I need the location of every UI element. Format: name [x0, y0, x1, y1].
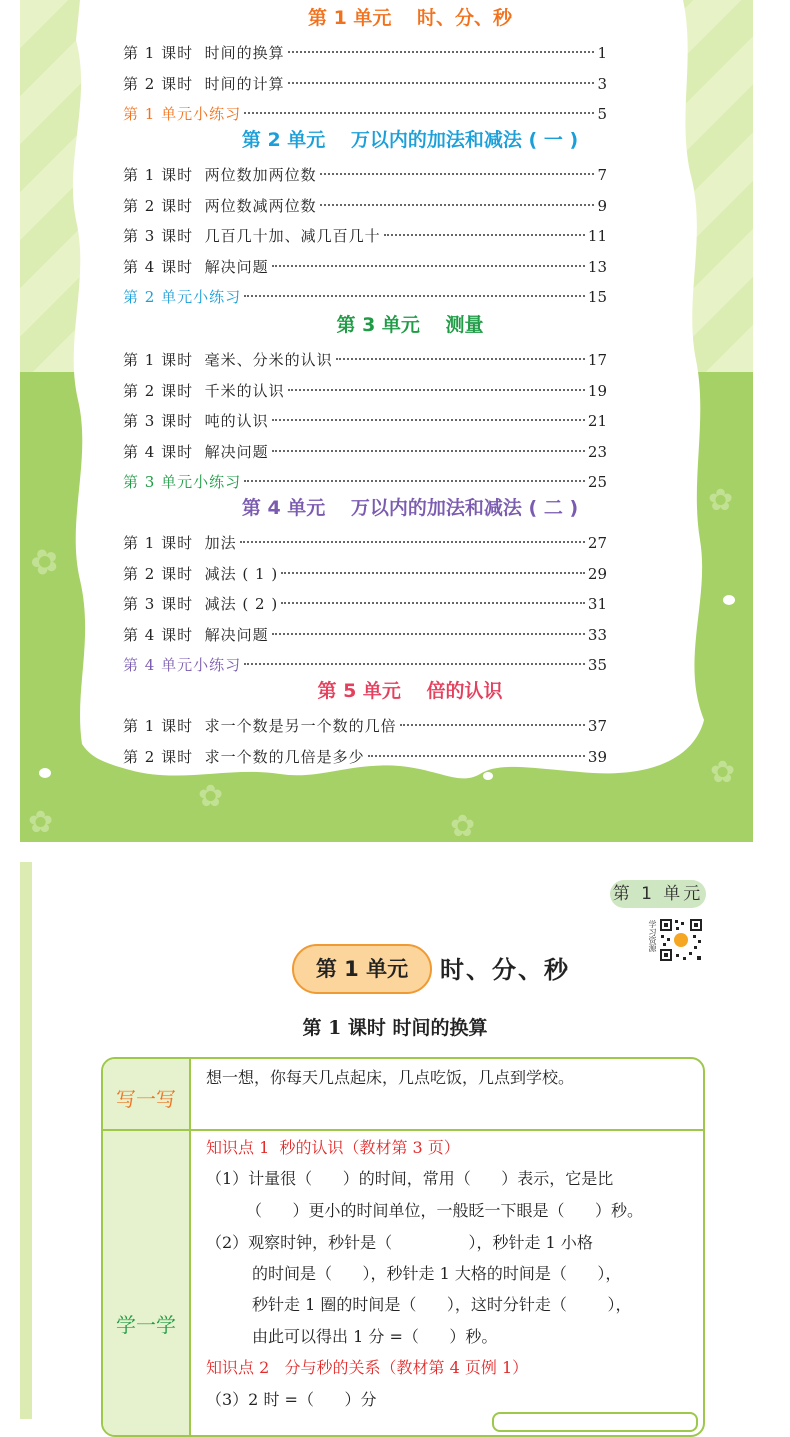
- hint-box: [492, 1412, 698, 1432]
- toc-page-number: 17: [587, 351, 607, 369]
- toc-entry-label: 第 1 课时 两位数加两位数: [123, 166, 317, 184]
- toc-entry-label: 第 1 课时 毫米、分米的认识: [123, 351, 333, 369]
- toc-leader-dots: [336, 358, 585, 360]
- toc-entry[interactable]: [123, 563, 607, 585]
- toc-entry[interactable]: [123, 654, 607, 676]
- write-prompt: 想一想，你每天几点起床，几点吃饭，几点到学校。: [206, 1068, 575, 1087]
- toc-unit-heading: 第 3 单元 测量: [336, 314, 484, 336]
- toc-page-number: 1: [597, 44, 607, 62]
- toc-entry-label: 第 1 课时 加法: [123, 534, 237, 552]
- toc-unit-heading: 第 4 单元 万以内的加法和减法 ( 二 ): [241, 497, 579, 519]
- toc-page-number: 23: [587, 442, 607, 461]
- toc-entry-label: 第 2 课时 求一个数的几倍是多少: [123, 747, 365, 766]
- toc-page-number: 27: [587, 534, 607, 552]
- toc-leader-dots: [281, 572, 585, 574]
- panel-divider: [103, 1129, 705, 1131]
- toc-leader-dots: [320, 173, 595, 175]
- toc-entry[interactable]: [123, 410, 607, 432]
- toc-leader-dots: [240, 541, 585, 543]
- toc-leader-dots: [244, 112, 594, 114]
- toc-page-number: 35: [587, 656, 607, 675]
- toc-entry[interactable]: [123, 349, 607, 371]
- toc-leader-dots: [288, 51, 595, 53]
- toc-leader-dots: [244, 663, 585, 665]
- toc-entry[interactable]: [123, 42, 607, 64]
- toc-page-number: 29: [587, 564, 607, 583]
- toc-leader-dots: [272, 450, 585, 452]
- toc-leader-dots: [288, 82, 595, 84]
- toc-leader-dots: [288, 389, 585, 391]
- toc-leader-dots: [244, 295, 585, 297]
- toc-page-number: 19: [587, 381, 607, 400]
- panel-label-column: [103, 1059, 191, 1437]
- question-2-line-3: 秒针走 1 圈的时间是（ ），这时分针走（ ），: [252, 1295, 632, 1314]
- knowledge-point-1: 知识点 1 秒的认识（教材第 3 页）: [206, 1138, 460, 1157]
- qr-label: 学习资源: [648, 920, 657, 952]
- knowledge-point-2: 知识点 2 分与秒的关系（教材第 4 页例 1）: [206, 1358, 529, 1377]
- toc-entry-label: 第 4 课时 解决问题: [123, 442, 269, 461]
- toc-entry-label: 第 2 课时 两位数减两位数: [123, 196, 317, 215]
- toc-entry[interactable]: [123, 225, 607, 247]
- toc-entry-label: 第 1 单元小练习: [123, 105, 242, 124]
- lesson-title: 第 1 课时 时间的换算: [302, 1017, 488, 1039]
- svg-text:✿: ✿: [710, 755, 736, 790]
- page-edge-stripe: [20, 862, 32, 1419]
- toc-page-number: 11: [587, 227, 607, 246]
- toc-entry-label: 第 4 课时 解决问题: [123, 625, 269, 644]
- svg-text:✿: ✿: [450, 809, 476, 842]
- toc-entry[interactable]: [123, 256, 607, 278]
- toc-leader-dots: [384, 234, 585, 236]
- learn-section-label: 学一学: [116, 1313, 176, 1337]
- toc-page-number: 7: [597, 166, 607, 184]
- toc-entry[interactable]: [123, 195, 607, 217]
- toc-unit-heading: 第 5 单元 倍的认识: [317, 680, 503, 702]
- toc-leader-dots: [244, 480, 585, 482]
- question-2-line-1: （2）观察时钟，秒针是（ ），秒针走 1 小格: [206, 1233, 593, 1252]
- toc-page-number: 33: [587, 625, 607, 644]
- toc-leader-dots: [281, 602, 585, 604]
- toc-page-number: 37: [587, 717, 607, 735]
- toc-entry[interactable]: [123, 286, 607, 308]
- toc-entry-label: 第 3 课时 几百几十加、减几百几十: [123, 227, 381, 246]
- toc-entry-label: 第 4 课时 解决问题: [123, 257, 269, 276]
- toc-leader-dots: [368, 755, 585, 757]
- toc-page-number: 39: [587, 747, 607, 766]
- toc-leader-dots: [272, 633, 585, 635]
- toc-leader-dots: [272, 265, 585, 267]
- toc-entry-label: 第 1 课时 时间的换算: [123, 44, 285, 62]
- toc-entry[interactable]: [123, 73, 607, 95]
- toc-entry[interactable]: [123, 103, 607, 125]
- toc-page-number: 25: [587, 473, 607, 492]
- unit-badge: 第 1 单元: [292, 944, 432, 994]
- toc-entry-label: 第 2 课时 减法 ( 1 ): [123, 564, 279, 583]
- toc-page-number: 9: [597, 196, 607, 215]
- toc-entry[interactable]: [123, 441, 607, 463]
- toc-entry[interactable]: [123, 624, 607, 646]
- toc-page: [20, 0, 753, 842]
- toc-page-number: 13: [587, 257, 607, 276]
- toc-entry-label: 第 2 课时 千米的认识: [123, 381, 285, 400]
- toc-entry[interactable]: [123, 532, 607, 554]
- toc-entry-label: 第 4 单元小练习: [123, 656, 242, 675]
- toc-entry-label: 第 2 单元小练习: [123, 288, 242, 307]
- toc-entry[interactable]: [123, 715, 607, 737]
- toc-leader-dots: [400, 724, 585, 726]
- toc-page-number: 5: [597, 105, 607, 124]
- question-1-line-1: （1）计量很（ ）的时间，常用（ ）表示，它是比: [206, 1169, 614, 1188]
- toc-unit-heading: 第 1 单元 时、分、秒: [307, 7, 513, 29]
- toc-entry[interactable]: [123, 593, 607, 615]
- unit-tab: 第 1 单元: [610, 880, 706, 908]
- qr-code-icon[interactable]: [659, 918, 703, 962]
- toc-unit-heading: 第 2 单元 万以内的加法和减法 ( 一 ): [241, 129, 579, 151]
- toc-page-number: 15: [587, 288, 607, 307]
- unit-name: 时、分、秒: [440, 956, 570, 984]
- svg-text:✿: ✿: [198, 779, 224, 814]
- toc-entry-label: 第 3 单元小练习: [123, 473, 242, 492]
- toc-leader-dots: [272, 419, 585, 421]
- svg-text:✿: ✿: [24, 538, 66, 586]
- toc-entry[interactable]: [123, 471, 607, 493]
- write-section-label: 写一写: [116, 1087, 176, 1111]
- svg-text:✿: ✿: [28, 805, 54, 840]
- toc-entry-label: 第 1 课时 求一个数是另一个数的几倍: [123, 717, 397, 735]
- toc-entry-label: 第 3 课时 吨的认识: [123, 412, 269, 431]
- toc-entry-label: 第 2 课时 时间的计算: [123, 74, 285, 93]
- toc-page-number: 31: [587, 595, 607, 614]
- svg-text:✿: ✿: [708, 483, 734, 518]
- toc-leader-dots: [320, 204, 595, 206]
- toc-page-number: 21: [587, 412, 607, 431]
- toc-page-number: 3: [597, 74, 607, 93]
- question-2-line-4: 由此可以得出 1 分 =（ ）秒。: [252, 1327, 498, 1346]
- toc-entry[interactable]: [123, 164, 607, 186]
- question-1-line-2: （ ）更小的时间单位，一般眨一下眼是（ ）秒。: [246, 1201, 644, 1220]
- question-2-line-2: 的时间是（ ），秒针走 1 大格的时间是（ ），: [252, 1264, 622, 1283]
- toc-entry-label: 第 3 课时 减法 ( 2 ): [123, 595, 279, 614]
- toc-entry[interactable]: [123, 746, 607, 768]
- question-3-line-1: （3）2 时 =（ ）分: [206, 1390, 377, 1409]
- toc-entry[interactable]: [123, 380, 607, 402]
